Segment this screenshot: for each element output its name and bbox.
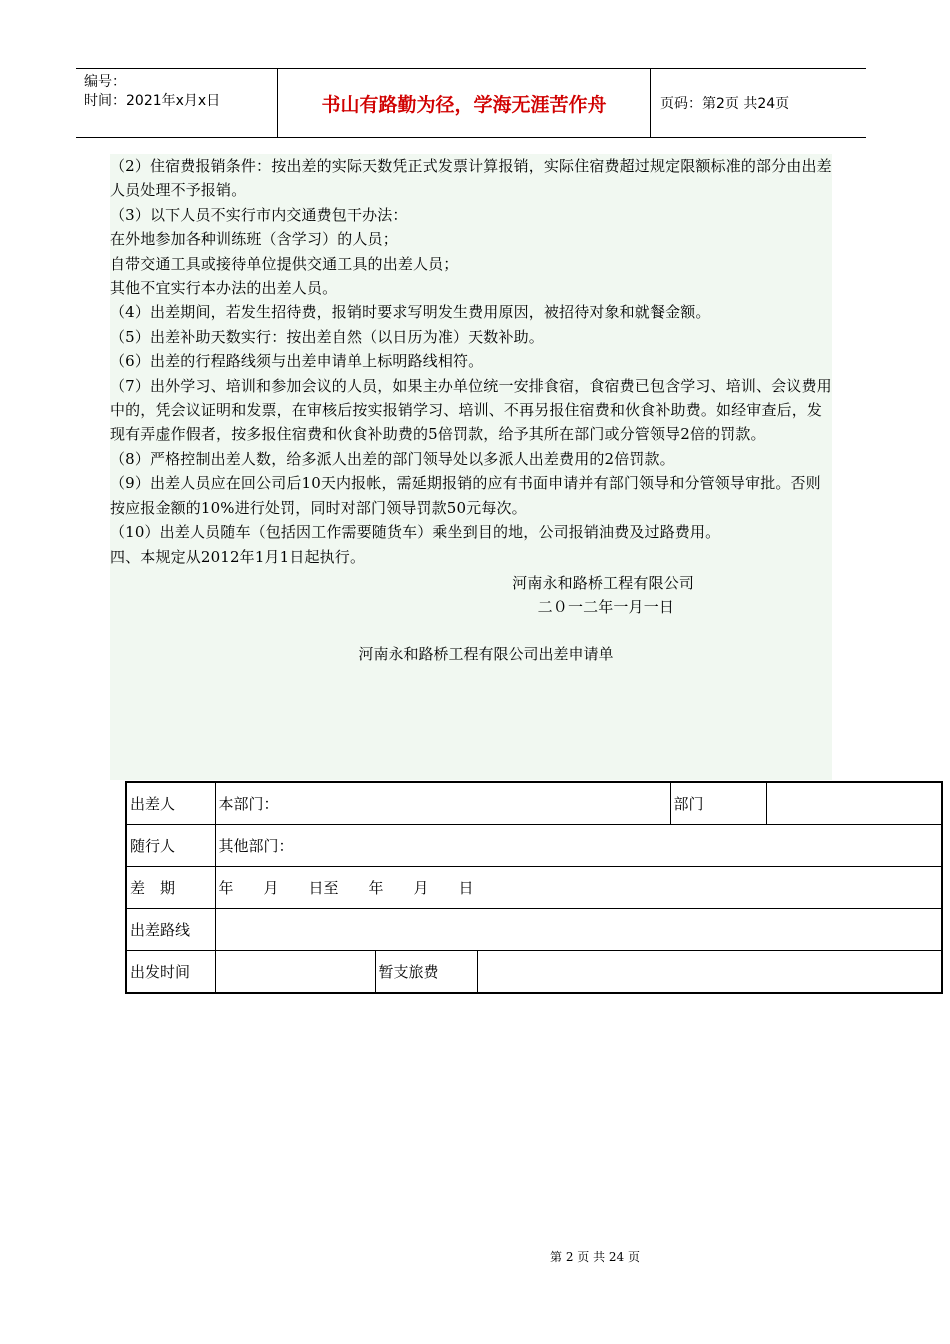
document-body xyxy=(110,154,832,780)
paragraph: 四、本规定从2012年1月1日起执行。 xyxy=(110,547,366,566)
depart-field[interactable] xyxy=(215,951,375,994)
paragraph: 自带交通工具或接待单位提供交通工具的出差人员； xyxy=(110,254,459,273)
header-slogan: 书山有路勤为径，学海无涯苦作舟 xyxy=(321,93,607,116)
table-row xyxy=(126,909,942,951)
paragraph: （10）出差人员随车（包括因工作需要随货车）乘坐到目的地，公司报销油费及过路费用。 xyxy=(110,523,721,542)
advance-field[interactable] xyxy=(477,951,942,994)
paragraph: （8）严格控制出差人数，给多派人出差的部门领导处以多派人出差费用的2倍罚款。 xyxy=(110,449,675,468)
travel-application-form xyxy=(125,781,943,994)
paragraph: （5）出差补助天数实行：按出差自然（以日历为准）天数补助。 xyxy=(110,327,544,346)
route-label: 出差路线 xyxy=(126,909,215,951)
paragraph: （4）出差期间，若发生招待费，报销时要求写明发生费用原因，被招待对象和就餐金额。 xyxy=(110,303,711,322)
period-label: 差 期 xyxy=(126,867,215,909)
paragraph: 在外地参加各种训练班（含学习）的人员； xyxy=(110,230,398,249)
other-dept-field[interactable]: 其他部门： xyxy=(215,825,942,867)
period-field[interactable]: 年 月 日至 年 月 日 xyxy=(215,867,942,909)
signature-date: 二０一二年一月一日 xyxy=(537,598,674,617)
advance-label: 暂支旅费 xyxy=(375,951,477,994)
table-row xyxy=(126,951,942,994)
page-footer: 第 2 页 共 24 页 xyxy=(550,1250,640,1264)
table-row xyxy=(126,825,942,867)
number-label: 编号： xyxy=(84,74,126,90)
paragraph: （6）出差的行程路线须与出差申请单上标明路线相符。 xyxy=(110,352,484,371)
dept-label: 部门 xyxy=(670,782,766,825)
dept-field[interactable] xyxy=(766,782,942,825)
header-page-info: 页码：第2页 共24页 xyxy=(660,96,790,112)
header-divider xyxy=(650,69,651,137)
paragraph: （3）以下人员不实行市内交通费包干办法： xyxy=(110,205,408,224)
paragraph: （9）出差人员应在回公司后10天内报帐，需延期报销的应有书面申请并有部门领导和分管领导审批。否则按应报金额的10%进行处罚，同时对部门领导罚款50元每次。 xyxy=(110,474,821,517)
form-title: 河南永和路桥工程有限公司出差申请单 xyxy=(358,644,614,663)
paragraph: （2）住宿费报销条件：按出差的实际天数凭正式发票计算报销，实际住宿费超过规定限额标准的部分由出差人员处理不予报销。 xyxy=(110,157,832,200)
paragraph: （7）出外学习、培训和参加会议的人员，如果主办单位统一安排食宿，食宿费已包含学习、培训、会议费用中的，凭会议证明和发票，在审核后按实报销学习、培训、不再另报住宿费和伙食补助费。如经审查后，发现有弄虚作假者，按多报住宿费和伙食补助费的5倍罚款，给予其所在部门或分管领导2倍的罚款。 xyxy=(110,376,832,444)
signature-company: 河南永和路桥工程有限公司 xyxy=(512,573,694,592)
time-label: 时间：2021年x月x日 xyxy=(84,93,221,109)
depart-label: 出发时间 xyxy=(126,951,215,994)
page-header xyxy=(76,68,866,138)
traveler-label: 出差人 xyxy=(126,782,215,825)
table-row xyxy=(126,782,942,825)
own-dept-field[interactable]: 本部门： xyxy=(215,782,670,825)
table-row xyxy=(126,867,942,909)
header-meta xyxy=(84,73,276,111)
companion-label: 随行人 xyxy=(126,825,215,867)
route-field[interactable] xyxy=(215,909,942,951)
paragraph: 其他不宜实行本办法的出差人员。 xyxy=(110,279,338,298)
